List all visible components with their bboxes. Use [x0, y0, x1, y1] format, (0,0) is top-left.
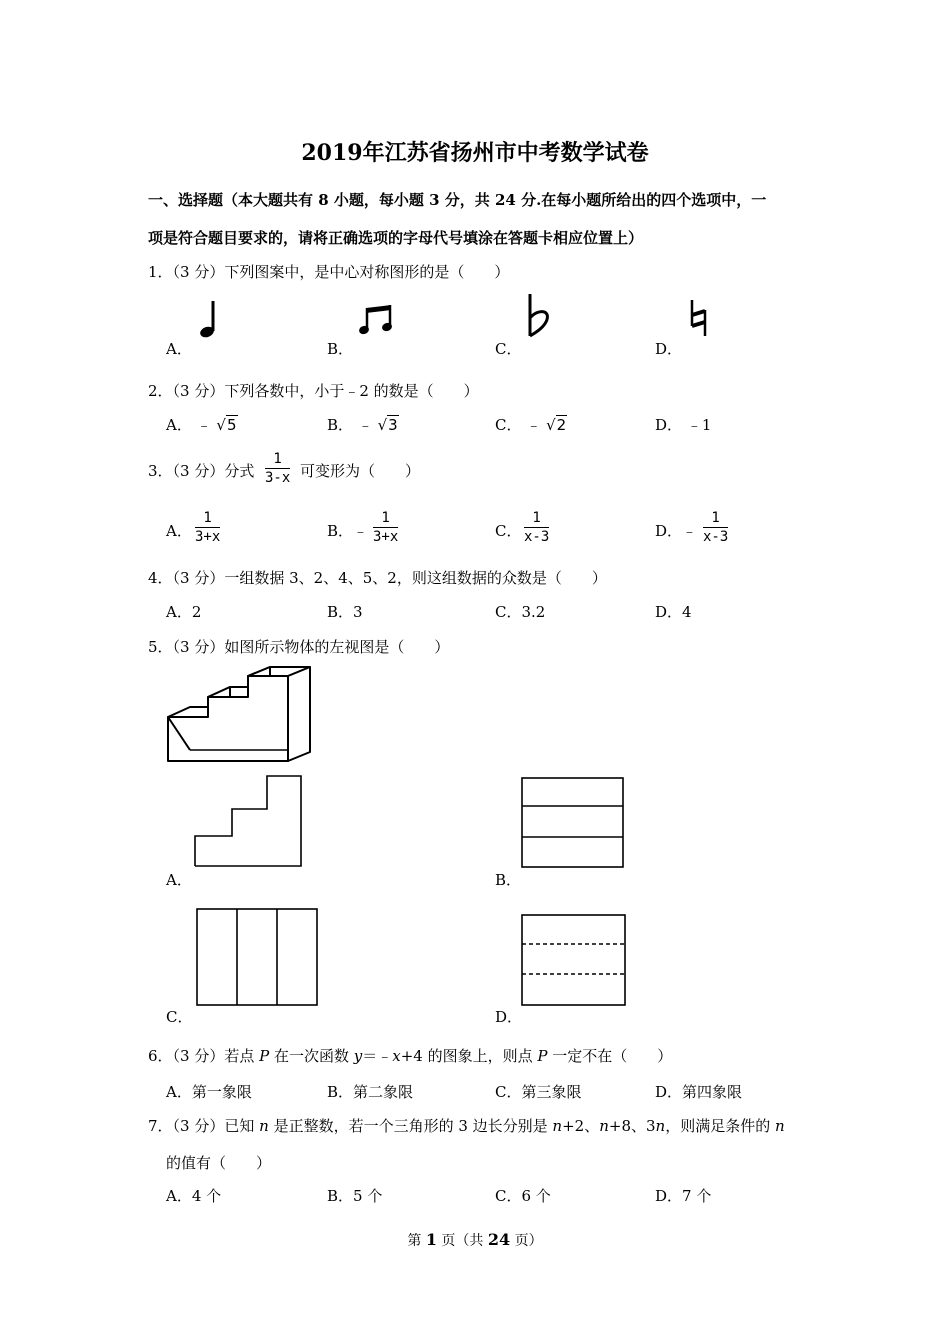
q7-var-n: n: [552, 1117, 563, 1135]
q7-option-d: D．7 个: [655, 1187, 712, 1205]
q3-b-denominator: 3+x: [373, 529, 399, 545]
q3-d-label: [655, 520, 697, 541]
q7-var-n: n: [259, 1117, 269, 1135]
page-title: 2019年江苏省扬州市中考数学试卷: [301, 140, 649, 166]
q6-text-1: 6．（3 分）若点: [148, 1047, 260, 1065]
q2-a-label: A．: [166, 416, 192, 434]
q3-c-denominator: x-3: [524, 529, 550, 545]
q3-b-letter: B．: [327, 522, 354, 540]
q7-var-n: n: [775, 1117, 785, 1135]
q1-option-a-label: A．: [166, 340, 192, 358]
q4-option-c: C．3.2: [495, 603, 546, 621]
q7-option-b: B．5 个: [327, 1187, 383, 1205]
q2-b-sign: ﹣: [357, 416, 373, 434]
q3-b-fraction: [373, 509, 398, 546]
q2-b-radicand: 3: [388, 416, 398, 434]
q6-var-x: x: [392, 1047, 401, 1065]
q2-a-radicand: 5: [226, 416, 237, 434]
quarter-note-icon: [196, 298, 220, 340]
footer-text-3: 页）: [510, 1233, 543, 1249]
q3-numerator: 1: [273, 451, 282, 467]
q6-option-d: D．第四象限: [655, 1083, 743, 1101]
section-heading-line2: 项是符合题目要求的，请将正确选项的字母代号填涂在答题卡相应位置上）: [148, 229, 644, 247]
q5-option-d-label: D．: [495, 1008, 523, 1026]
q2-d-text: ﹣1: [686, 416, 712, 434]
q3-a-label: A．: [166, 522, 192, 540]
natural-sign-icon: [688, 298, 710, 340]
q5-option-b-label: B．: [495, 871, 522, 889]
q3-b-numerator: 1: [381, 510, 390, 526]
q7-var-n: n: [599, 1117, 609, 1135]
section-heading-line1: 一、选择题（本大题共有 8 小题，每小题 3 分，共 24 分.在每小题所给出的四个选项中，一: [148, 191, 767, 209]
q6-var-y: y: [353, 1047, 363, 1065]
q5-option-a-view: [194, 775, 304, 868]
q6-var-p2: P: [537, 1047, 548, 1065]
q2-option-b: [327, 414, 399, 435]
footer-text-2: 页（共: [436, 1233, 488, 1249]
q3-d-sign: ﹣: [682, 522, 698, 540]
question-7: [148, 1115, 785, 1136]
q3-b-label: [327, 520, 368, 541]
question-5: 5．（3 分）如图所示物体的左视图是（ ）: [148, 638, 450, 656]
footer-total-pages: 24: [487, 1230, 511, 1249]
question-6: [148, 1045, 672, 1066]
q2-c-sign: ﹣: [526, 416, 542, 434]
q4-option-a: A．2: [166, 603, 202, 621]
q3-b-sign: ﹣: [353, 522, 369, 540]
q1-option-d-label: D．: [655, 340, 683, 358]
question-1: 1．（3 分）下列图案中，是中心对称图形的是（ ）: [148, 263, 510, 281]
q3-d-letter: D．: [655, 522, 683, 540]
q7-option-c: C．6 个: [495, 1187, 551, 1205]
q2-option-a: [166, 414, 238, 435]
sqrt-symbol: √2: [546, 416, 567, 434]
q6-text-5: 一定不在（ ）: [547, 1047, 673, 1065]
q6-var-p: P: [259, 1047, 270, 1065]
q3-c-fraction: [524, 509, 549, 546]
q3-denominator: 3-x: [265, 470, 291, 486]
question-7-line2: 的值有（ ）: [166, 1154, 272, 1172]
q4-option-d: D．4: [655, 603, 692, 621]
q2-b-label: B．: [327, 416, 354, 434]
q6-text-2: 在一次函数: [269, 1047, 354, 1065]
q6-text-4: +4 的图象上，则点: [400, 1047, 538, 1065]
q7-text-5: ，则满足条件的: [665, 1117, 775, 1135]
question-4: 4．（3 分）一组数据 3、2、4、5、2，则这组数据的众数是（ ）: [148, 569, 607, 587]
q6-option-a: A．第一象限: [166, 1083, 252, 1101]
q2-option-d: [655, 414, 711, 435]
q3-a-denominator: 3+x: [195, 529, 221, 545]
q3-fraction: [265, 450, 290, 487]
footer-text-1: 第: [407, 1233, 426, 1249]
footer-page-number: 1: [425, 1230, 437, 1249]
q3-a-fraction: [195, 509, 220, 546]
sqrt-symbol: √5: [216, 416, 237, 434]
q6-option-b: B．第二象限: [327, 1083, 414, 1101]
q5-option-a-label: A．: [166, 871, 192, 889]
q3-d-denominator: x-3: [703, 529, 729, 545]
page-footer: [0, 1230, 950, 1250]
q7-text-4: +8、3: [608, 1117, 656, 1135]
q2-a-sign: ﹣: [196, 416, 212, 434]
q6-option-c: C．第三象限: [495, 1083, 582, 1101]
q5-option-d-view: [521, 914, 627, 1007]
q7-var-n: n: [655, 1117, 666, 1135]
q2-d-label: D．: [655, 416, 683, 434]
q5-option-c-label: C．: [166, 1008, 193, 1026]
q7-text-2: 是正整数，若一个三角形的 3 边长分别是: [268, 1117, 553, 1135]
q3-a-numerator: 1: [203, 510, 212, 526]
q7-text-3: +2、: [562, 1117, 600, 1135]
q3-c-label: C．: [495, 522, 522, 540]
question-2: 2．（3 分）下列各数中，小于﹣2 的数是（ ）: [148, 382, 479, 400]
q2-option-c: [495, 414, 567, 435]
q3-d-numerator: 1: [711, 510, 720, 526]
q3-c-numerator: 1: [532, 510, 541, 526]
sqrt-symbol: √3: [377, 416, 398, 434]
q1-option-b-label: B．: [327, 340, 354, 358]
flat-sign-icon: [526, 292, 554, 340]
q7-option-a: A．4 个: [166, 1187, 222, 1205]
staircase-solid-figure: [166, 666, 312, 764]
q1-option-c-label: C．: [495, 340, 522, 358]
beamed-notes-icon: [358, 302, 394, 338]
q6-text-3: ＝﹣: [362, 1047, 393, 1065]
q7-text-1: 7．（3 分）已知: [148, 1117, 260, 1135]
question-3-suffix: 可变形为（ ）: [300, 462, 421, 480]
q5-option-b-view: [521, 777, 625, 869]
q4-option-b: B．3: [327, 603, 363, 621]
q2-c-label: C．: [495, 416, 522, 434]
q2-c-radicand: 2: [556, 416, 567, 434]
q5-option-c-view: [196, 908, 319, 1007]
question-3-prefix: 3．（3 分）分式: [148, 462, 255, 480]
q3-d-fraction: [703, 509, 728, 546]
